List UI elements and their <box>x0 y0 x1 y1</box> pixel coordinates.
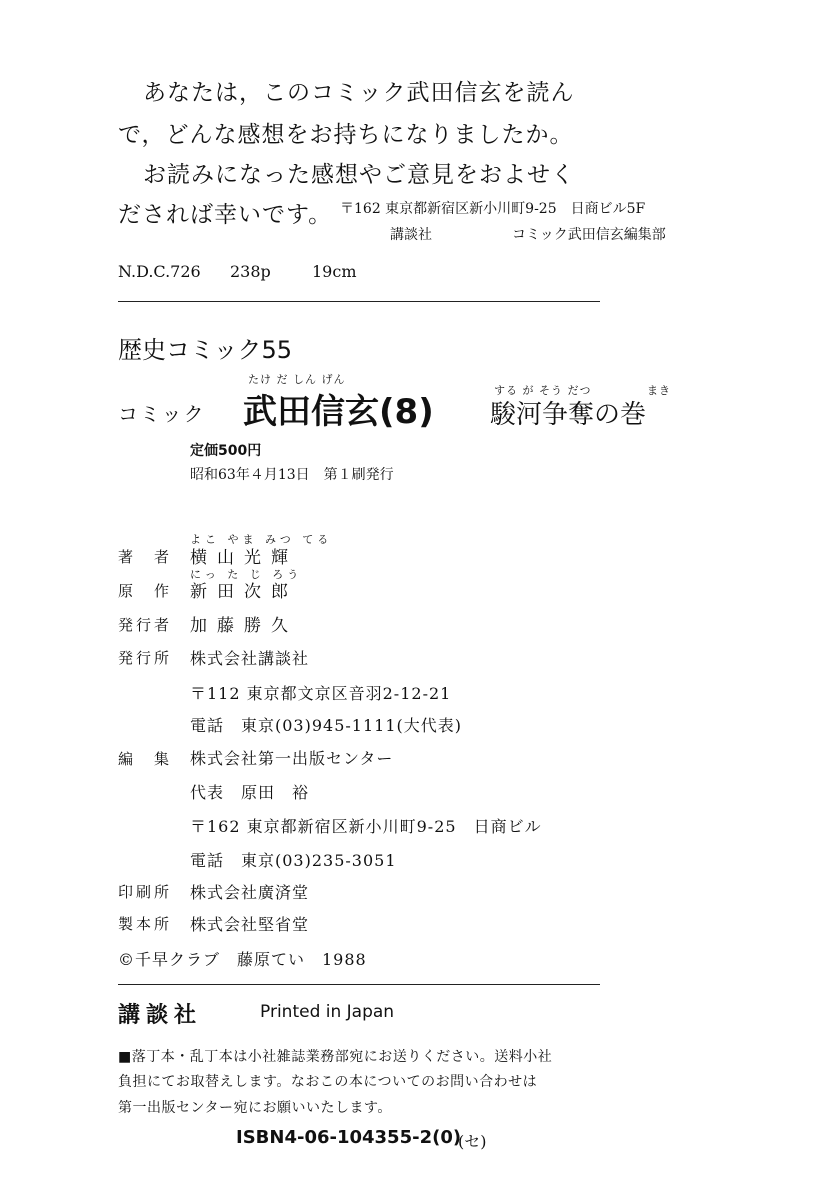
editor-label: 編 集 <box>118 750 173 768</box>
printer-name: 株式会社廣済堂 <box>190 883 310 902</box>
main-title: 武田信玄(8) <box>243 392 434 432</box>
office-name: 株式会社講談社 <box>190 649 310 668</box>
binder-label: 製本所 <box>118 915 173 933</box>
volume-ruby-1: する が そう だつ <box>494 384 592 397</box>
isbn-code: ISBN4-06-104355-2(0) <box>236 1127 462 1148</box>
office-address: 〒112 東京都文京区音羽2-12-21 <box>190 684 452 703</box>
intro-line-1: あなたは，このコミック武田信玄を読ん <box>143 80 575 106</box>
ndc-pages: 238p <box>230 262 271 281</box>
author-name: 横山光輝 <box>190 548 298 568</box>
volume-title: 駿河争奪の巻 <box>490 400 647 430</box>
note-line-2: 負担にてお取替えします。なおこの本についてのお問い合わせは <box>118 1074 538 1090</box>
author-ruby: よこ やま みつ てる <box>190 533 333 546</box>
binder-name: 株式会社堅省堂 <box>190 915 310 934</box>
series-title: 歴史コミック55 <box>118 336 293 364</box>
editor-address: 〒162 東京都新宿区新小川町9-25 日商ビル <box>190 817 542 836</box>
original-author: 新田次郎 <box>190 582 298 602</box>
author-label: 著 者 <box>118 548 173 566</box>
intro-line-3: お読みになった感想やご意見をおよせく <box>143 162 575 188</box>
intro-address: 〒162 東京都新宿区新小川町9-25 日商ビル5F <box>340 201 646 217</box>
original-label: 原 作 <box>118 582 173 600</box>
editor-name: 株式会社第一出版センター <box>190 749 394 768</box>
copyright: ©千早クラブ 藤原てい 1988 <box>118 950 367 969</box>
printed-in: Printed in Japan <box>260 1002 395 1022</box>
ndc-size: 19cm <box>312 262 357 281</box>
intro-line-4: だされば幸いです。 <box>118 202 333 228</box>
intro-recipient-company: 講談社 <box>390 227 432 243</box>
publisher-name: 講談社 <box>118 1003 203 1028</box>
office-label: 発行所 <box>118 649 173 667</box>
title-ruby: たけ だ しん げん <box>248 373 346 386</box>
intro-recipient-dept: コミック武田信玄編集部 <box>512 227 666 243</box>
editor-phone: 電話 東京(03)235-3051 <box>190 851 397 870</box>
printer-label: 印刷所 <box>118 883 173 901</box>
original-ruby: にっ た じ ろう <box>190 568 303 581</box>
office-phone: 電話 東京(03)945-1111(大代表) <box>190 716 462 735</box>
volume-ruby-2: まき <box>647 384 671 397</box>
title-prefix: コミック <box>118 402 206 426</box>
publication-date: 昭和63年４月13日 第１刷発行 <box>190 467 394 483</box>
editor-representative: 代表 原田 裕 <box>190 783 310 802</box>
divider-bottom <box>118 984 600 985</box>
issuer-label: 発行者 <box>118 616 173 634</box>
issuer-name: 加藤勝久 <box>190 616 298 636</box>
note-line-1: ■落丁本・乱丁本は小社雑誌業務部宛にお送りください。送料小社 <box>118 1049 553 1065</box>
price: 定価500円 <box>190 443 262 459</box>
ndc-code: N.D.C.726 <box>118 262 201 281</box>
intro-line-2: で，どんな感想をお持ちになりましたか。 <box>118 122 574 148</box>
isbn-suffix: (セ) <box>458 1132 487 1151</box>
divider-top <box>118 301 600 302</box>
note-line-3: 第一出版センター宛にお願いいたします。 <box>118 1100 392 1116</box>
